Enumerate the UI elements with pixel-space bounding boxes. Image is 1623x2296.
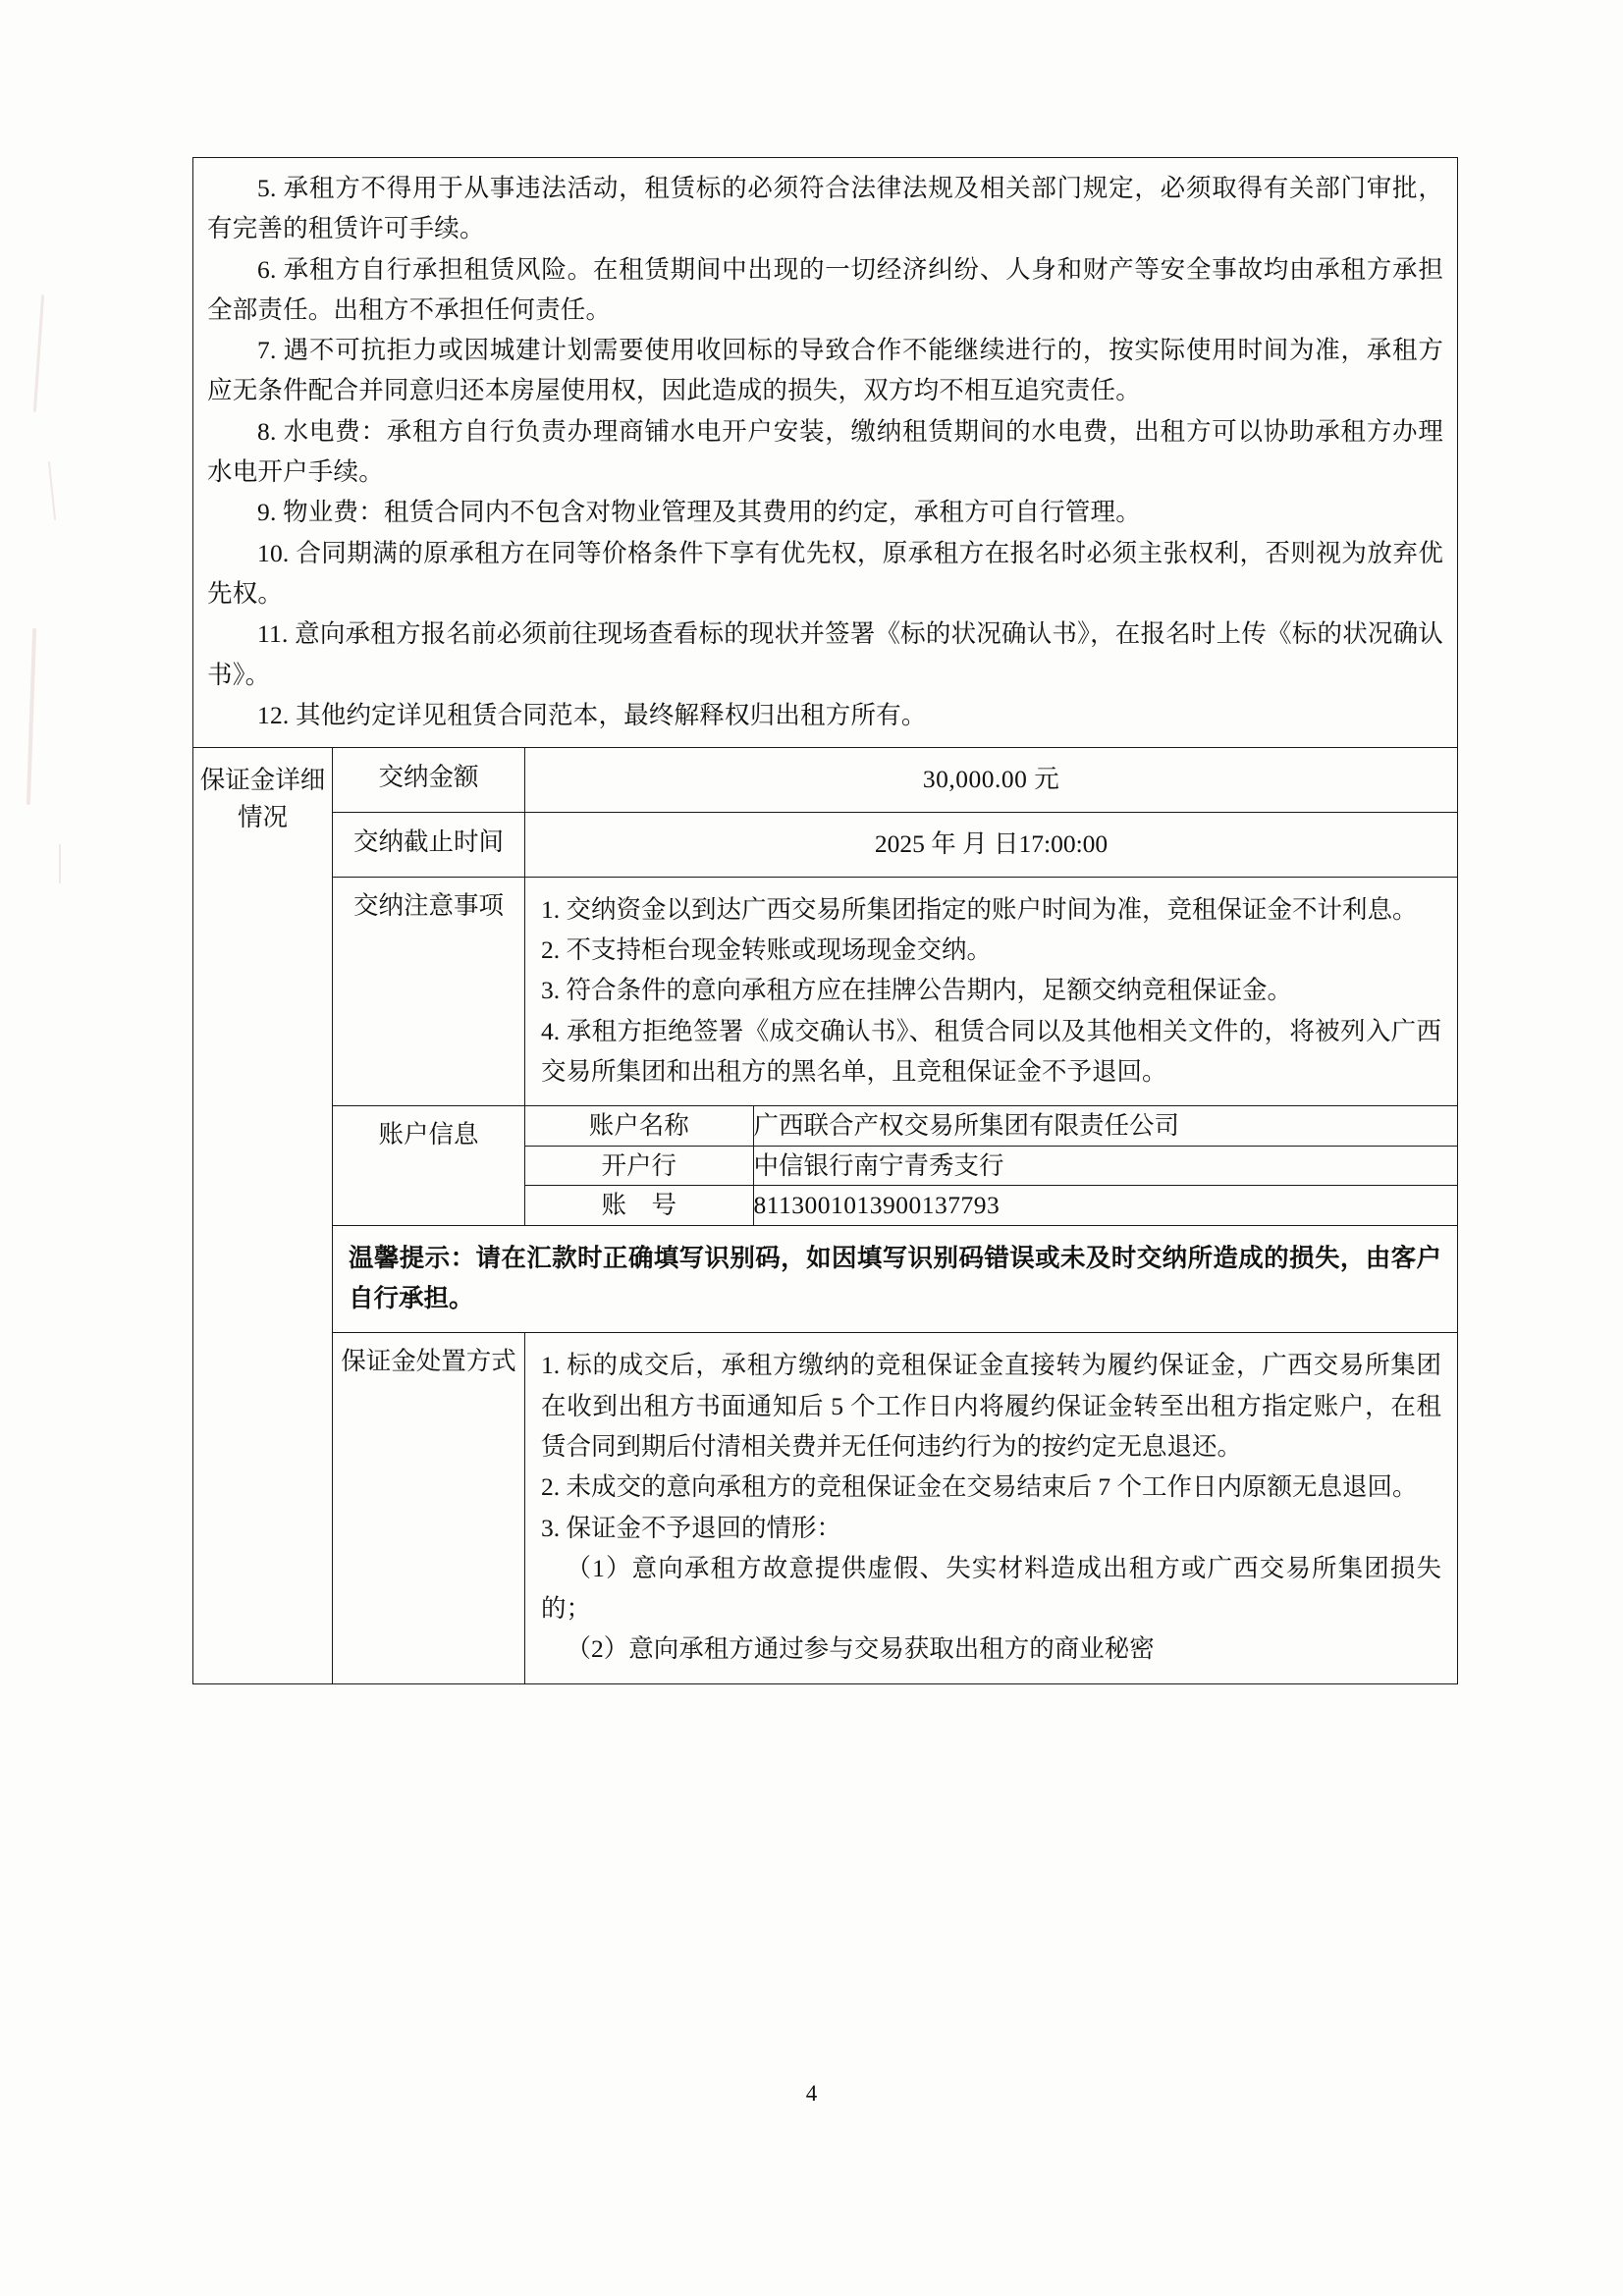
term-item-7: 7. 遇不可抗拒力或因城建计划需要使用收回标的导致合作不能继续进行的，按实际使用时间为准，承租方应无条件配合并同意归还本房屋使用权，因此造成的损失，双方均不相互追究责任。	[207, 336, 1444, 405]
contract-table	[192, 157, 1458, 1684]
term-item-6: 6. 承租方自行承担租赁风险。在租赁期间中出现的一切经济纠纷、人身和财产等安全事故均由承租方承担全部责任。出租方不承担任何责任。	[207, 254, 1444, 324]
account-tip-text: 温馨提示：请在汇款时正确填写识别码，如因填写识别码错误或未及时交纳所造成的损失，由客户自行承担。	[349, 1243, 1442, 1313]
term-item-5: 5. 承租方不得用于从事违法活动，租赁标的必须符合法律法规及相关部门规定，必须取得有关部门审批，有完善的租赁许可手续。	[207, 174, 1444, 243]
deposit-notes-list	[525, 878, 1457, 1105]
table-row-deposit-deadline	[193, 812, 1458, 877]
deposit-note-2: 2. 不支持柜台现金转账或现场现金交纳。	[541, 935, 993, 965]
deposit-note-4: 4. 承租方拒绝签署《成交确认书》、租赁合同以及其他相关文件的，将被列入广西交易所集团和出租方的黑名单，且竞租保证金不予退回。	[541, 1016, 1442, 1086]
deposit-amount-value-cell	[525, 748, 1458, 813]
scan-artifact	[27, 628, 36, 805]
term-item-9: 9. 物业费：租赁合同内不包含对物业管理及其费用的约定，承租方可自行管理。	[257, 498, 1141, 527]
deposit-disposal-label-cell	[333, 1333, 525, 1683]
term-item-8: 8. 水电费：承租方自行负责办理商铺水电开户安装，缴纳租赁期间的水电费，出租方可以协助承租方办理水电开户手续。	[207, 416, 1444, 487]
scan-artifact	[33, 294, 44, 412]
table-row-account-info	[193, 1106, 1458, 1226]
deposit-deadline-label: 交纳截止时间	[352, 827, 504, 856]
table-row-deposit-disposal	[193, 1333, 1458, 1683]
contract-table-wrapper	[192, 157, 1457, 1684]
deposit-notes-label: 交纳注意事项	[352, 890, 504, 920]
disposal-item-3-1: （1）意向承租方故意提供虚假、失实材料造成出租方或广西交易所集团损失的；	[541, 1553, 1442, 1624]
deposit-note-3: 3. 符合条件的意向承租方应在挂牌公告期内，足额交纳竞租保证金。	[541, 976, 1293, 1005]
deposit-notes-label-cell	[333, 877, 525, 1105]
account-tip-cell	[333, 1225, 1458, 1333]
term-item-11: 11. 意向承租方报名前必须前往现场查看标的现状并签署《标的状况确认书》，在报名时上传《标的状况确认书》。	[207, 619, 1444, 689]
table-row-deposit-notes	[193, 877, 1458, 1105]
account-number-value: 8113001013900137793	[753, 1186, 1457, 1225]
table-row-account-tip	[193, 1225, 1458, 1333]
deposit-disposal-value-cell	[525, 1333, 1458, 1683]
account-bank-key: 开户行	[525, 1146, 753, 1186]
account-row-bank	[525, 1146, 1457, 1186]
account-row-name	[525, 1106, 1457, 1146]
deposit-section-label: 保证金详细情况	[199, 766, 326, 832]
deposit-note-1: 1. 交纳资金以到达广西交易所集团指定的账户时间为准，竞租保证金不计利息。	[541, 894, 1418, 924]
account-name-value: 广西联合产权交易所集团有限责任公司	[753, 1106, 1457, 1146]
term-item-12: 12. 其他约定详见租赁合同范本，最终解释权归出租方所有。	[257, 700, 927, 729]
account-info-value-cell	[525, 1106, 1458, 1226]
account-name-key: 账户名称	[525, 1106, 753, 1146]
deposit-disposal-list	[525, 1333, 1457, 1682]
account-info-label-cell	[333, 1106, 525, 1226]
scan-artifact	[59, 844, 61, 883]
disposal-item-3: 3. 保证金不予退回的情形：	[541, 1513, 842, 1542]
table-row-deposit-amount	[193, 748, 1458, 813]
deposit-amount-label: 交纳金额	[378, 763, 479, 792]
scan-artifact	[48, 461, 56, 520]
page-number: 4	[805, 2081, 818, 2106]
disposal-item-3-2: （2）意向承租方通过参与交易获取出租方的商业秘密	[566, 1634, 1155, 1664]
table-row-terms	[193, 158, 1458, 748]
terms-cell	[193, 158, 1458, 748]
deposit-disposal-label: 保证金处置方式	[341, 1347, 516, 1376]
account-row-number	[525, 1186, 1457, 1225]
terms-text-block	[193, 158, 1457, 747]
deposit-deadline-value: 2025 年 月 日17:00:00	[874, 828, 1109, 858]
account-info-label: 账户信息	[378, 1120, 479, 1149]
disposal-item-2: 2. 未成交的意向承租方的竞租保证金在交易结束后 7 个工作日内原额无息退回。	[541, 1472, 1418, 1502]
account-number-key: 账 号	[525, 1186, 753, 1225]
account-bank-value: 中信银行南宁青秀支行	[753, 1146, 1457, 1186]
deposit-section-label-cell	[193, 748, 333, 1684]
deposit-deadline-label-cell	[333, 812, 525, 877]
deposit-notes-value-cell	[525, 877, 1458, 1105]
deposit-amount-label-cell	[333, 748, 525, 813]
account-details-table	[525, 1106, 1457, 1225]
disposal-item-1: 1. 标的成交后，承租方缴纳的竞租保证金直接转为履约保证金，广西交易所集团在收到出租方书面通知后 5 个工作日内将履约保证金转至出租方指定账户，在租赁合同到期后付清相关费并无任何违约行为的按约定无息退还。	[541, 1351, 1442, 1461]
deposit-amount-value: 30,000.00 元	[922, 765, 1060, 794]
deposit-deadline-value-cell	[525, 812, 1458, 877]
term-item-10: 10. 合同期满的原承租方在同等价格条件下享有优先权，原承租方在报名时必须主张权利，否则视为放弃优先权。	[207, 538, 1444, 608]
